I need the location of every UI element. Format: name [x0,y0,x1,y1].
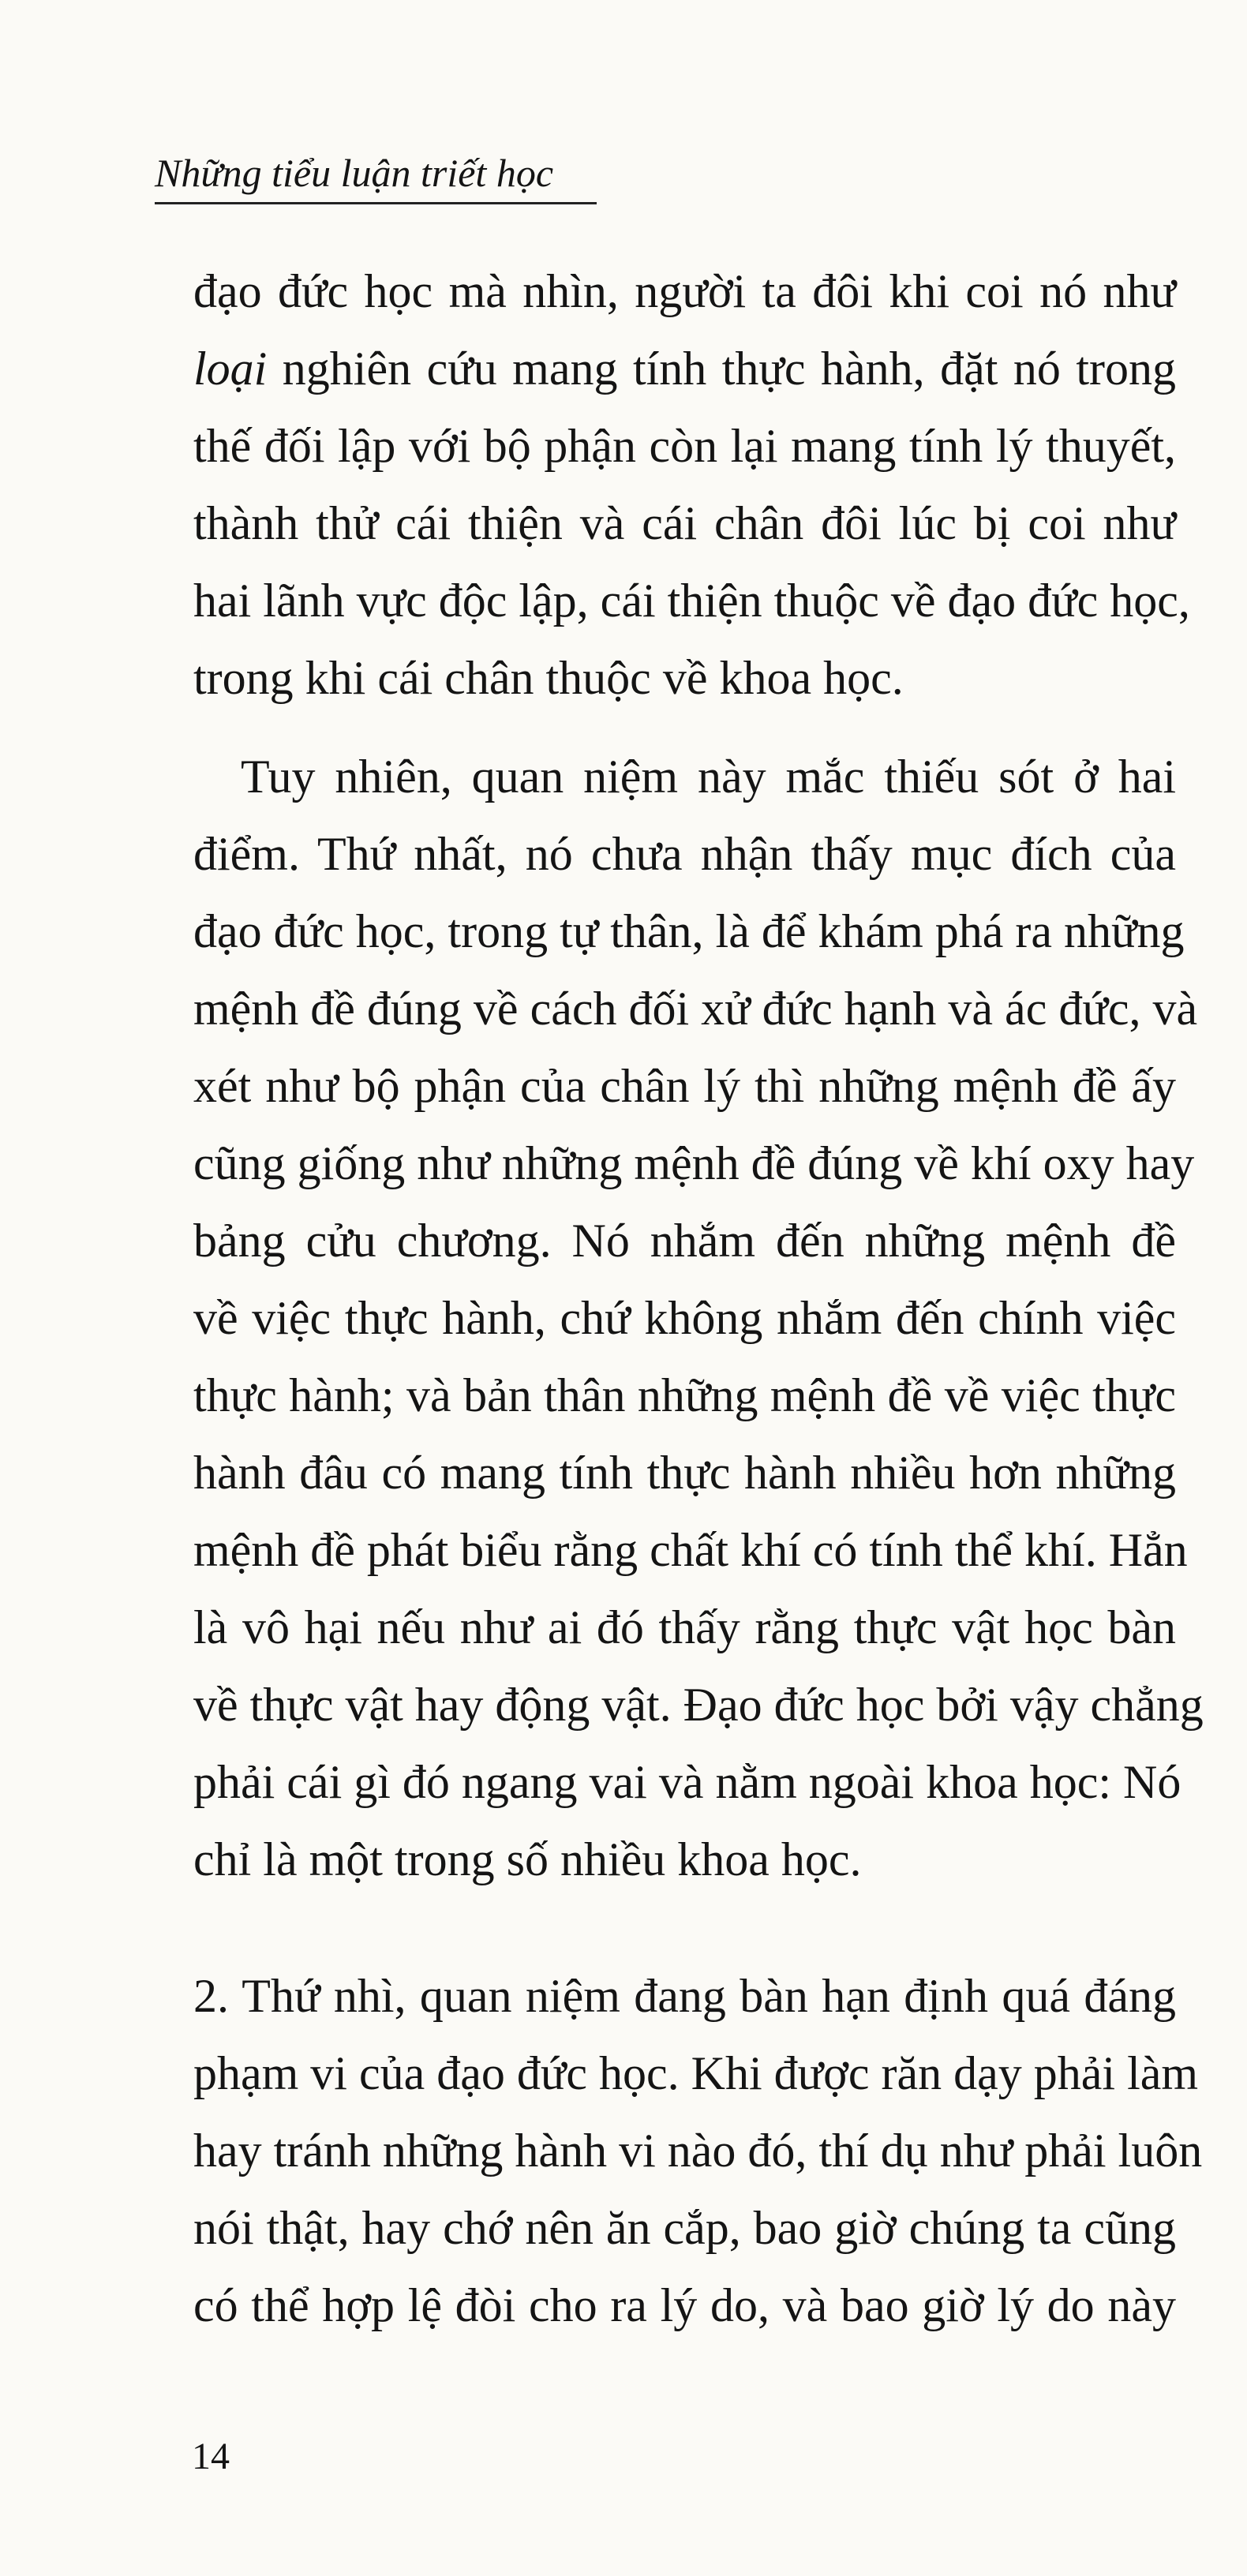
italic-word: loại [193,343,268,395]
text-line: bảng cửu chương. Nó nhắm đến những mệnh đề [193,1215,1176,1267]
text-line: mệnh đề phát biểu rằng chất khí có tính thể khí. Hẳn [193,1524,1188,1576]
text-line: điểm. Thứ nhất, nó chưa nhận thấy mục đích của [193,828,1176,880]
text-line: chỉ là một trong số nhiều khoa học. [193,1833,862,1885]
text-line: đạo đức học mà nhìn, người ta đôi khi coi nó như [193,265,1176,317]
text-line-italic-lead [193,330,1176,407]
text-line: phải cái gì đó ngang vai và nằm ngoài khoa học: Nó [193,1756,1181,1808]
paragraph-1 [193,253,1190,717]
text-line: hay tránh những hành vi nào đó, thí dụ như phải luôn [193,2125,1203,2177]
text-line: trong khi cái chân thuộc về khoa học. [193,652,904,704]
page-number: 14 [192,2436,230,2477]
text-line: có thể hợp lệ đòi cho ra lý do, và bao giờ lý do này [193,2279,1176,2331]
text-line: về thực vật hay động vật. Đạo đức học bởi vậy chẳng [193,1679,1204,1731]
text-line-rest: nghiên cứu mang tính thực hành, đặt nó trong [267,343,1176,395]
text-line: Tuy nhiên, quan niệm này mắc thiếu sót ở hai [241,751,1176,803]
text-line: cũng giống như những mệnh đề đúng về khí oxy hay [193,1137,1195,1189]
running-header: Những tiểu luận triết học [155,150,597,204]
text-line: nói thật, hay chớ nên ăn cắp, bao giờ chúng ta cũng [193,2202,1176,2254]
text-line: phạm vi của đạo đức học. Khi được răn dạy phải làm [193,2047,1199,2099]
text-line: thế đối lập với bộ phận còn lại mang tính lý thuyết, [193,420,1176,472]
text-line: đạo đức học, trong tự thân, là để khám phá ra những [193,905,1185,957]
text-line: 2. Thứ nhì, quan niệm đang bàn hạn định quá đáng [193,1970,1176,2022]
text-line: hành đâu có mang tính thực hành nhiều hơn những [193,1447,1176,1499]
paragraph-3 [193,1957,1203,2344]
text-line: thực hành; và bản thân những mệnh đề về việc thực [193,1369,1176,1421]
text-line: hai lãnh vực độc lập, cái thiện thuộc về đạo đức học, [193,575,1190,627]
text-line: thành thử cái thiện và cái chân đôi lúc bị coi như [193,497,1176,549]
text-line: mệnh đề đúng về cách đối xử đức hạnh và ác đức, và [193,983,1198,1035]
paragraph-2 [193,738,1204,1898]
text-line: về việc thực hành, chứ không nhắm đến chính việc [193,1292,1176,1344]
text-line: xét như bộ phận của chân lý thì những mệnh đề ấy [193,1060,1176,1112]
text-line: là vô hại nếu như ai đó thấy rằng thực vật học bàn [193,1601,1176,1653]
